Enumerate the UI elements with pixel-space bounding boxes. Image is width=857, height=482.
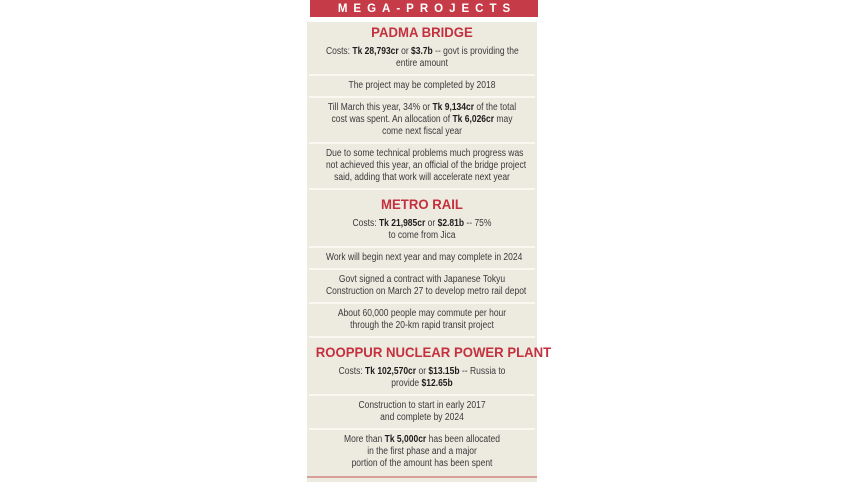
fact-line: The project may be completed by 2018 <box>348 80 496 91</box>
fact-line: to come from Jica <box>388 230 456 241</box>
fact-line: Due to some technical problems much progress was <box>325 148 524 159</box>
fact-line: Costs: Tk 102,570cr or $13.15b -- Russia to <box>338 366 506 377</box>
fact-line: Costs: Tk 21,985cr or $2.81b -- 75% <box>352 218 492 229</box>
fact-line: through the 20-km rapid transit project <box>350 320 494 331</box>
section-rooppur-nuclear-power-plant <box>309 336 552 474</box>
fact <box>309 42 535 74</box>
fact-line: said, adding that work will accelerate next year <box>334 172 510 183</box>
fact <box>309 74 535 96</box>
fact <box>309 302 535 336</box>
fact-line: and complete by 2024 <box>380 412 464 423</box>
fact <box>309 142 535 188</box>
section-title: PADMA BRIDGE <box>371 24 473 40</box>
fact-line: Construction on March 27 to develop metro rail depot <box>325 286 527 297</box>
section-title: ROOPPUR NUCLEAR POWER PLANT <box>315 344 552 360</box>
fact-line: About 60,000 people may commute per hour <box>337 308 507 319</box>
next-banner-top-edge <box>307 476 537 478</box>
fact <box>309 362 535 394</box>
fact-line: Govt signed a contract with Japanese Tokyu <box>338 274 506 285</box>
section-title: METRO RAIL <box>381 196 463 212</box>
fact <box>309 214 535 246</box>
fact <box>309 96 535 142</box>
fact-line: Construction to start in early 2017 <box>358 400 486 411</box>
banner <box>310 0 538 17</box>
fact-line: Work will begin next year and may complete in 2024 <box>325 252 523 263</box>
fact-line: come next fiscal year <box>382 126 462 137</box>
banner-title: MEGA-PROJECTS <box>337 3 517 15</box>
fact <box>309 246 535 268</box>
fact-line: provide $12.65b <box>391 378 453 389</box>
fact <box>309 268 535 302</box>
fact-line: portion of the amount has been spent <box>351 458 493 469</box>
section-padma-bridge <box>309 24 535 188</box>
fact-line: in the first phase and a major <box>367 446 477 457</box>
fact-line: Till March this year, 34% or Tk 9,134cr of the total <box>327 102 517 113</box>
fact-line: Costs: Tk 28,793cr or $3.7b -- govt is providing the <box>325 46 519 57</box>
fact-line: cost was spent. An allocation of Tk 6,026cr may <box>331 114 513 125</box>
fact-line: More than Tk 5,000cr has been allocated <box>344 434 500 445</box>
fact-line: not achieved this year, an official of the bridge project <box>325 160 527 171</box>
fact-line: entire amount <box>396 58 448 69</box>
fact <box>309 394 535 428</box>
panel <box>307 22 552 482</box>
section-metro-rail <box>309 188 535 336</box>
fact <box>309 428 535 474</box>
